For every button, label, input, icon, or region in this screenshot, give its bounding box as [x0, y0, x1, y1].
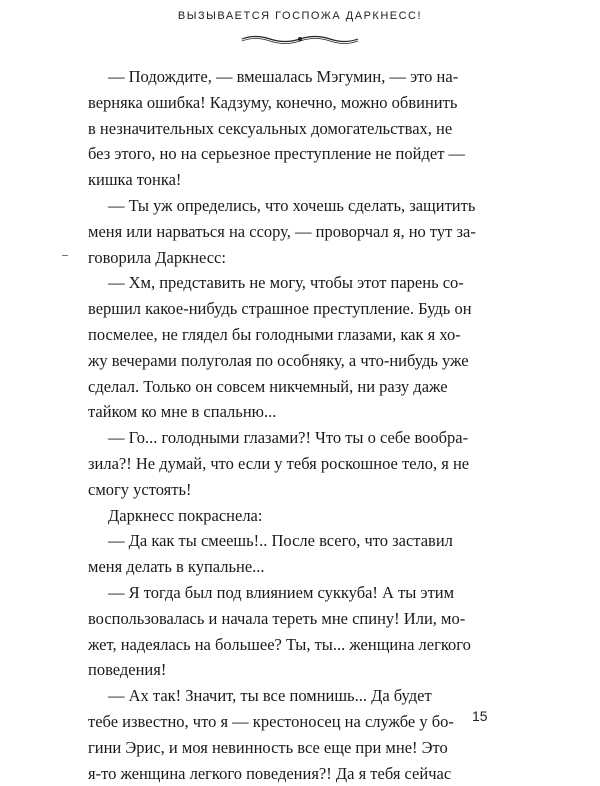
text-line: жу вечерами полуголая по особняку, а что-нибудь уже: [88, 350, 469, 370]
text-line: меня или нарваться на ссору, — проворчал я, но тут за-: [88, 221, 476, 241]
text-line: воспользовалась и начала тереть мне спину! Или, мо-: [88, 608, 466, 628]
text-line: сделал. Только он совсем никчемный, ни разу даже: [88, 376, 448, 396]
text-line: тайком ко мне в спальню...: [88, 402, 277, 422]
text-line: — Подождите, — вмешалась Мэгумин, — это на-: [108, 67, 459, 86]
text-line: тебе известно, что я — крестоносец на службе у бо-: [88, 711, 454, 731]
text-line: без этого, но на серьезное преступление не пойдет —: [88, 144, 466, 164]
text-line: — Ах так! Значит, ты все помнишь... Да будет: [108, 686, 432, 706]
text-line: — Да как ты смеешь!.. После всего, что заставил: [108, 531, 453, 551]
text-line: — Го... голодными глазами?! Что ты о себе вообра-: [108, 428, 469, 448]
text-line: — Я тогда был под влиянием суккуба! А ты этим: [108, 582, 455, 602]
text-line: верняка ошибка! Кадзуму, конечно, можно обвинить: [88, 92, 458, 112]
text-line: — Хм, представить не могу, чтобы этот парень со-: [108, 273, 464, 293]
text-line: Даркнесс покраснела:: [108, 505, 263, 525]
text-line: — Ты уж определись, что хочешь сделать, защитить: [108, 195, 476, 215]
text-line: вершил какое-нибудь страшное преступление. Будь он: [88, 299, 472, 319]
running-header: ВЫЗЫВАЕТСЯ ГОСПОЖА ДАРКНЕСС!: [177, 10, 423, 22]
page-number: 15: [472, 708, 488, 724]
text-line: гини Эрис, и моя невинность все еще при мне! Это: [88, 737, 448, 757]
text-line: зила?! Не думай, что если у тебя роскошное тело, я не: [88, 453, 470, 473]
text-line: в незначительных сексуальных домогательствах, не: [88, 118, 453, 138]
text-line: кишка тонка!: [88, 170, 182, 190]
text-line: смогу устоять!: [88, 479, 192, 499]
text-line: жет, надеялась на большее? Ты, ты... женщина легкого: [88, 634, 471, 654]
text-line: я-то женщина легкого поведения?! Да я тебя сейчас: [88, 763, 452, 783]
margin-mark: [62, 255, 68, 256]
ornament-divider: [240, 32, 360, 46]
text-line: посмелее, не глядел бы голодными глазами, как я хо-: [88, 324, 461, 344]
text-line: поведения!: [88, 660, 167, 680]
text-line: говорила Даркнесс:: [88, 247, 226, 267]
text-line: меня делать в купальне...: [88, 557, 265, 577]
body-text: [88, 64, 508, 786]
